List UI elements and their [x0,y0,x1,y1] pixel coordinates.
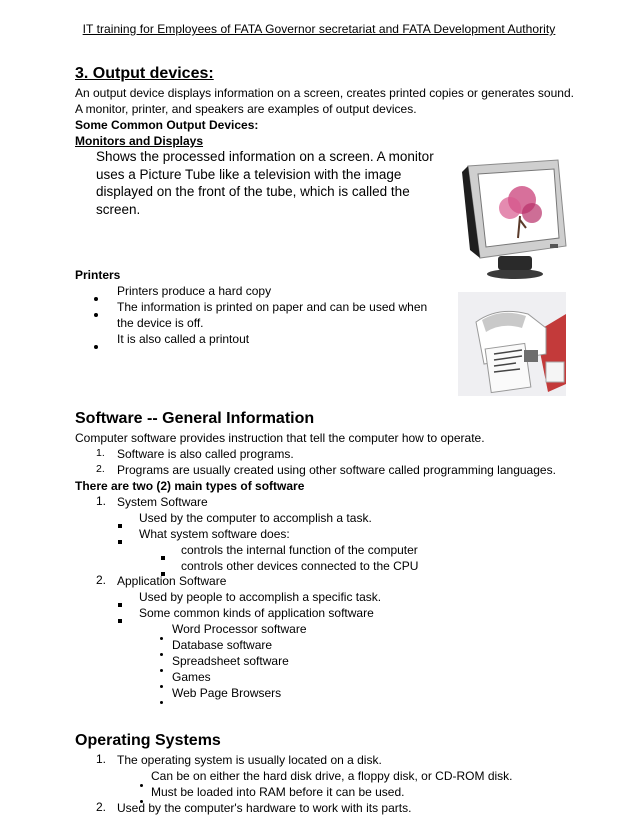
app-kind-3: Spreadsheet software [172,654,289,668]
output-intro-1: An output device displays information on a screen, creates printed copies or generates sound. [75,86,574,100]
application-software-number: 2. [96,573,107,587]
app-kind-4: Games [172,670,211,684]
os-item-1: The operating system is usually located on a disk. [117,753,382,767]
bullet-small [160,691,163,709]
label-printer-image [458,292,566,396]
software-heading: Software -- General Information [75,410,315,427]
software-intro: Computer software provides instruction that tell the computer how to operate. [75,431,485,445]
software-item-2-number: 2. [96,463,105,475]
crt-monitor-image [460,158,570,280]
app-kind-1: Word Processor software [172,622,307,636]
application-software-use: Used by people to accomplish a specific task. [139,590,382,604]
bullet-square [118,531,122,549]
printer-bullet-3: It is also called a printout [117,332,250,346]
os-item-2: Used by the computer's hardware to work with its parts. [117,801,412,815]
application-software-label: Application Software [117,574,227,588]
software-item-1-number: 1. [96,447,105,459]
monitors-description: Shows the processed information on a screen. A monitor uses a Picture Tube like a television with the image displayed on the front of the tube, which is called the screen. [96,149,434,217]
os-item-1-sub-2: Must be loaded into RAM before it can be used. [151,785,405,799]
app-kind-5: Web Page Browsers [172,686,282,700]
os-item-1-number: 1. [96,752,107,766]
monitors-heading: Monitors and Displays [75,134,204,148]
system-software-use: Used by the computer to accomplish a task. [139,511,372,525]
os-item-2-number: 2. [96,800,107,814]
printer-bullet-1: Printers produce a hard copy [117,284,272,298]
software-types-heading: There are two (2) main types of software [75,479,305,493]
printer-bullet-2: The information is printed on paper and can be used when [117,300,428,314]
system-software-function-2: controls other devices connected to the CPU [181,559,419,573]
system-software-number: 1. [96,494,107,508]
printer-bullet-2-cont: the device is off. [117,316,204,330]
os-item-1-sub-1: Can be on either the hard disk drive, a floppy disk, or CD-ROM disk. [151,769,513,783]
page-header: IT training for Employees of FATA Governor secretariat and FATA Development Authority [82,22,556,36]
common-output-devices-label: Some Common Output Devices: [75,118,259,132]
operating-systems-heading: Operating Systems [75,732,221,749]
bullet-dot [94,336,98,354]
bullet-dot [94,304,98,322]
bullet-square [118,610,122,628]
system-software-function-1: controls the internal function of the computer [181,543,418,557]
printers-heading: Printers [75,268,121,282]
output-devices-heading: 3. Output devices: [75,65,214,82]
system-software-does: What system software does: [139,527,290,541]
system-software-label: System Software [117,495,208,509]
application-software-kinds-label: Some common kinds of application software [139,606,374,620]
software-item-2: Programs are usually created using other software called programming languages. [117,463,556,477]
output-intro-2: A monitor, printer, and speakers are examples of output devices. [75,102,417,116]
software-item-1: Software is also called programs. [117,447,294,461]
app-kind-2: Database software [172,638,273,652]
